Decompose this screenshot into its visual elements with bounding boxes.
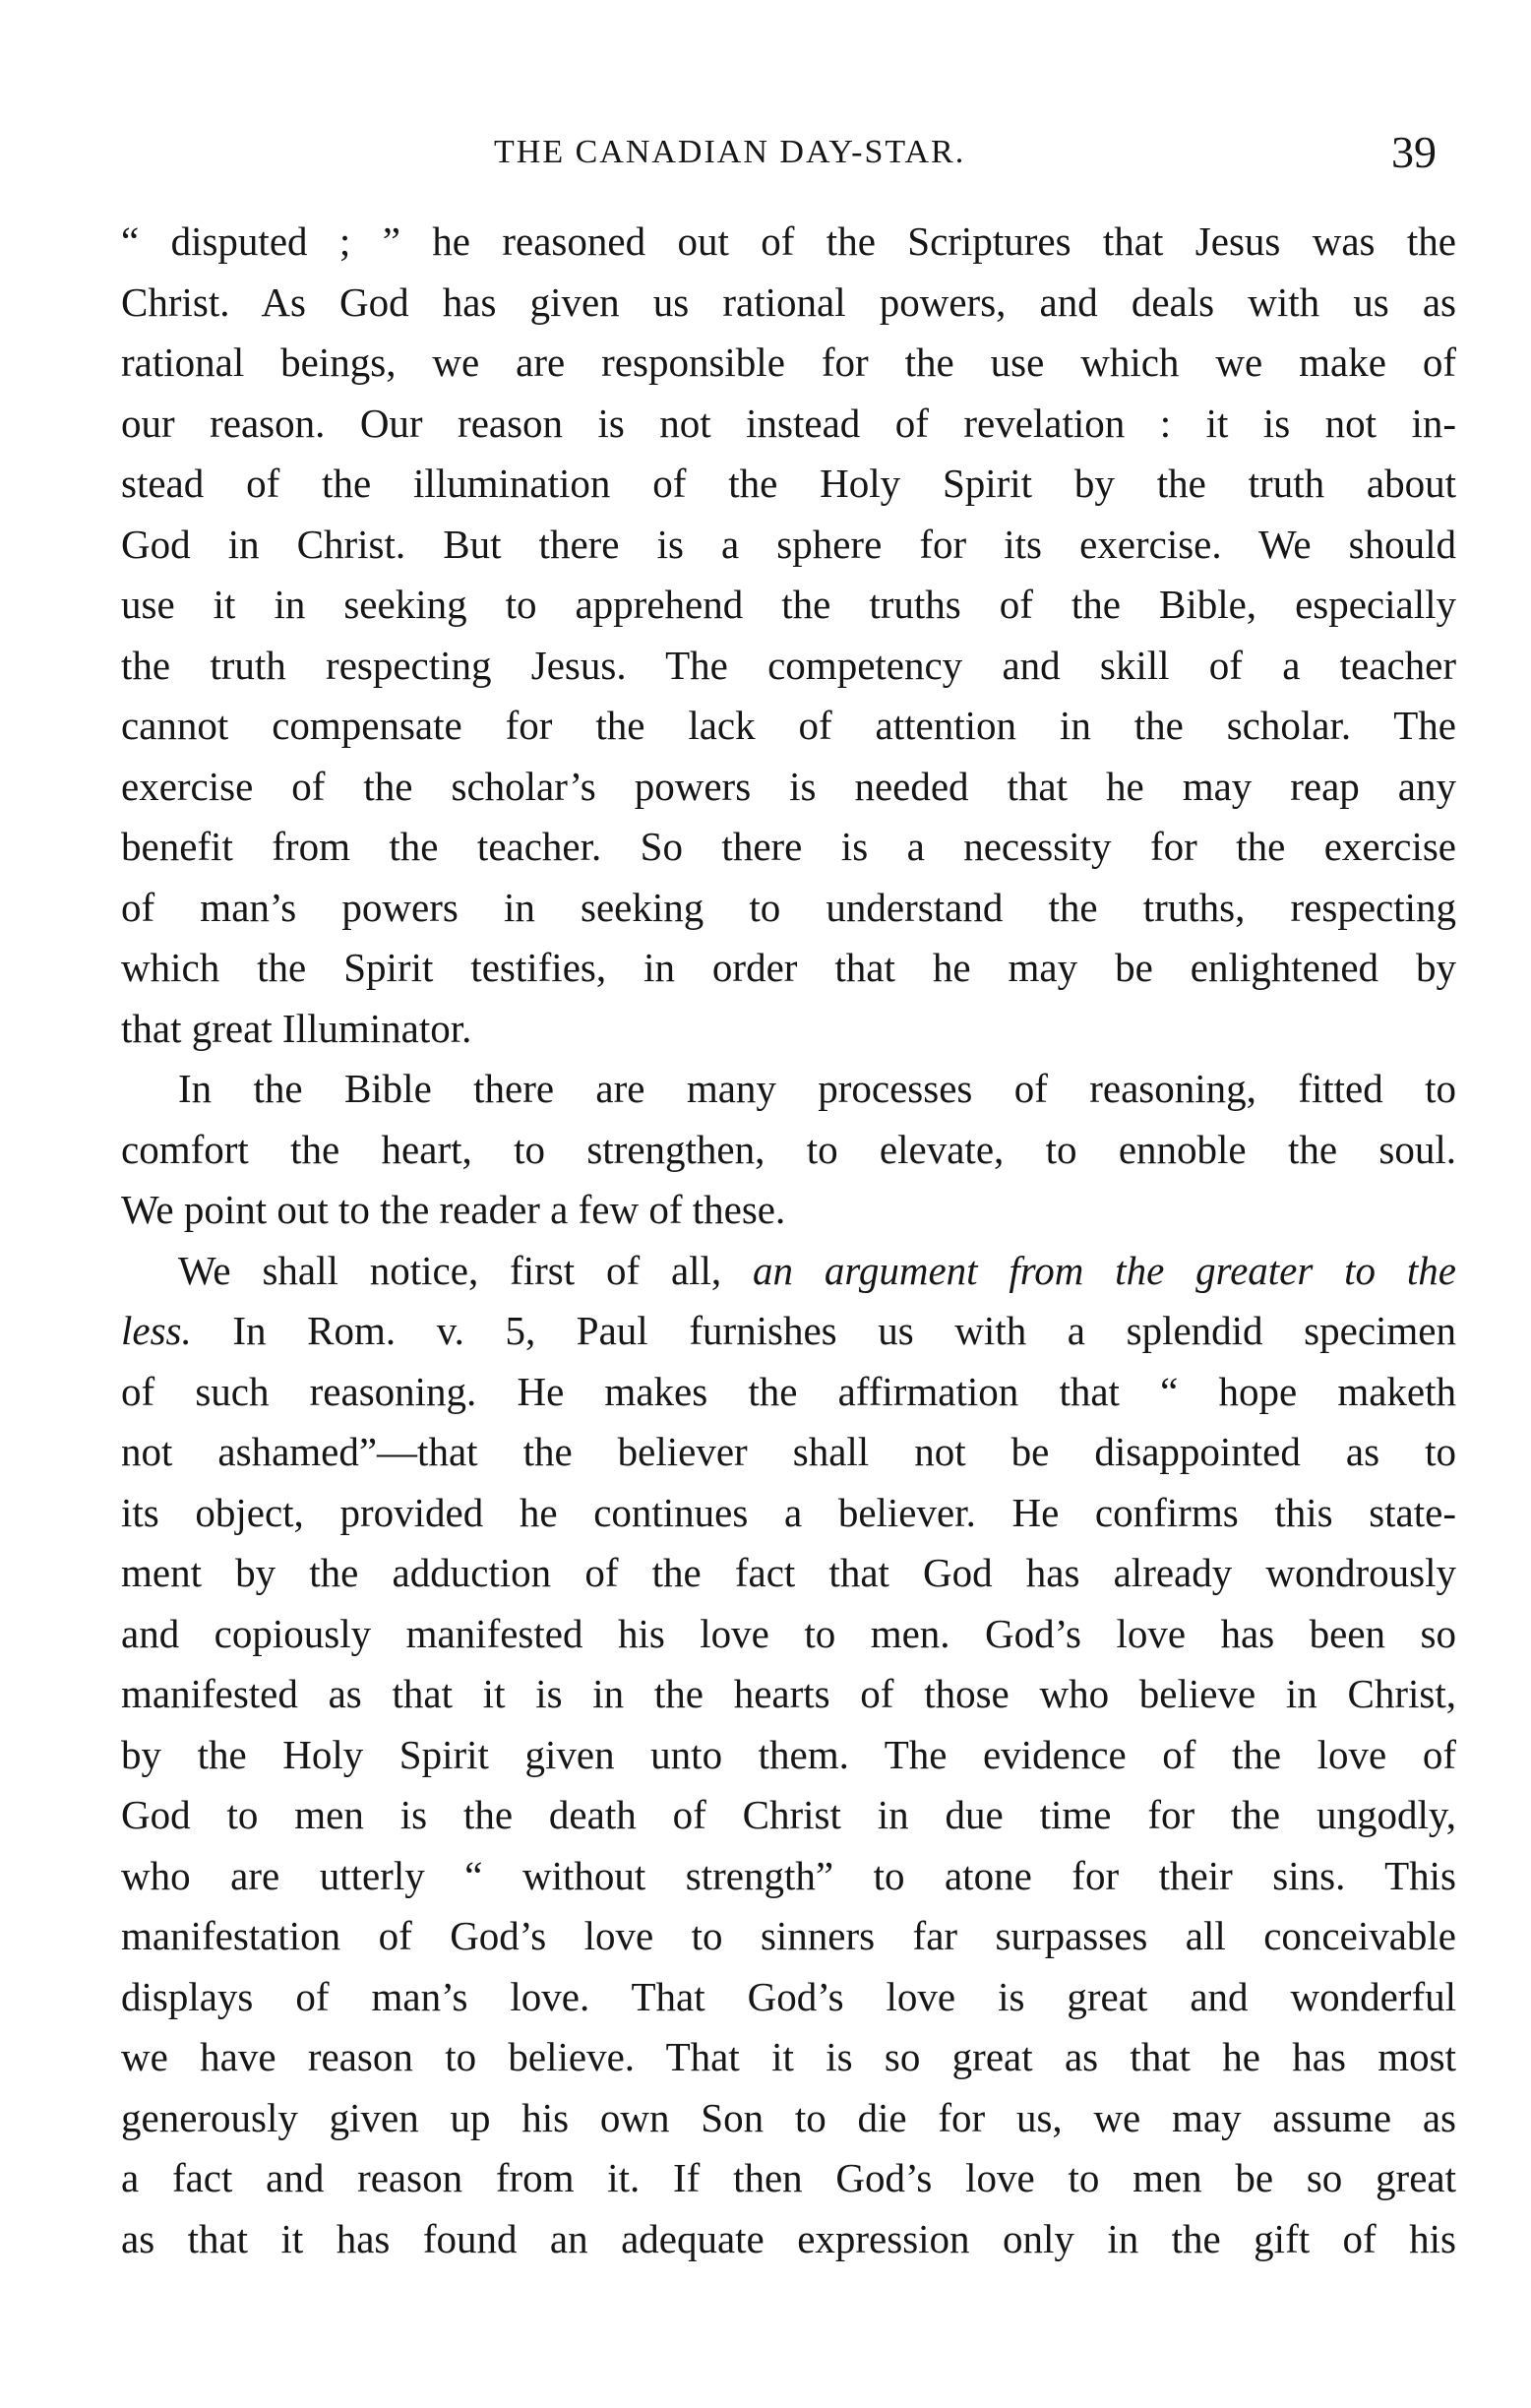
paragraph-3 xyxy=(121,1241,1456,2270)
text-line: of such reasoning. He makes the affirmation that “ hope maketh xyxy=(121,1368,1456,1414)
text-line: use it in seeking to apprehend the truths of the Bible, especially xyxy=(121,582,1456,627)
text-line xyxy=(121,1241,1456,1302)
text-line: generously given up his own Son to die for us, we may assume as xyxy=(121,2094,1456,2140)
plain-text: In Rom. v. 5, Paul furnishes us with a splendid specimen xyxy=(232,1308,1456,1353)
text-line: and copiously manifested his love to men. God’s love has been so xyxy=(121,1610,1456,1656)
text-line: its object, provided he continues a believer. He confirms this state- xyxy=(121,1489,1456,1535)
text-line: of man’s powers in seeking to understand the truths, respecting xyxy=(121,884,1456,930)
running-title: THE CANADIAN DAY-STAR. xyxy=(494,134,966,170)
text-line: stead of the illumination of the Holy Spirit by the truth about xyxy=(121,461,1456,506)
text-line: God to men is the death of Christ in due time for the ungodly, xyxy=(121,1792,1456,1837)
text-line: rational beings, we are responsible for the use which we make of xyxy=(121,340,1456,385)
text-line: ment by the adduction of the fact that God has already wondrously xyxy=(121,1550,1456,1595)
text-line: exercise of the scholar’s powers is needed that he may reap any xyxy=(121,763,1456,809)
text-line: comfort the heart, to strengthen, to elevate, to ennoble the soul. xyxy=(121,1126,1456,1172)
text-line: that great Illuminator. xyxy=(121,1005,472,1051)
italic-text: less. xyxy=(121,1308,192,1353)
text-line: who are utterly “ without strength” to atone for their sins. This xyxy=(121,1852,1456,1898)
text-line: by the Holy Spirit given unto them. The evidence of the love of xyxy=(121,1731,1456,1777)
page-header xyxy=(472,126,1456,185)
body-text xyxy=(121,212,1456,2269)
text-line: a fact and reason from it. If then God’s love to men be so great xyxy=(121,2155,1456,2200)
paragraph-1 xyxy=(121,212,1456,1059)
text-line: which the Spirit testifies, in order that he may be enlightened by xyxy=(121,945,1456,990)
text-line: benefit from the teacher. So there is a necessity for the exercise xyxy=(121,824,1456,869)
text-line: In the Bible there are many processes of reasoning, fitted to xyxy=(178,1066,1456,1111)
text-line: as that it has found an adequate expression only in the gift of his xyxy=(121,2215,1456,2261)
text-line: not ashamed”—that the believer shall not be disappointed as to xyxy=(121,1429,1456,1474)
italic-text: an argument from the greater to the xyxy=(753,1247,1456,1293)
text-line: manifested as that it is in the hearts of those who believe in Christ, xyxy=(121,1671,1456,1716)
text-line: we have reason to believe. That it is so great as that he has most xyxy=(121,2034,1456,2079)
text-line: We point out to the reader a few of these. xyxy=(121,1187,786,1232)
text-line: cannot compensate for the lack of attention in the scholar. The xyxy=(121,703,1456,748)
text-line xyxy=(121,1301,1456,1362)
plain-text: We shall notice, first of all, xyxy=(178,1247,722,1293)
text-line: God in Christ. But there is a sphere for its exercise. We should xyxy=(121,521,1456,567)
text-line: Christ. As God has given us rational powers, and deals with us as xyxy=(121,278,1456,325)
page-number: 39 xyxy=(1391,127,1437,177)
text-line: displays of man’s love. That God’s love is great and wonderful xyxy=(121,1973,1456,2019)
text-line: manifestation of God’s love to sinners far surpasses all conceivable xyxy=(121,1913,1456,1958)
text-line: “ disputed ; ” he reasoned out of the Scriptures that Jesus was the xyxy=(121,218,1456,264)
paragraph-2 xyxy=(121,1059,1456,1241)
text-line: the truth respecting Jesus. The competency and skill of a teacher xyxy=(121,642,1456,688)
text-line: our reason. Our reason is not instead of revelation : it is not in- xyxy=(121,400,1456,446)
